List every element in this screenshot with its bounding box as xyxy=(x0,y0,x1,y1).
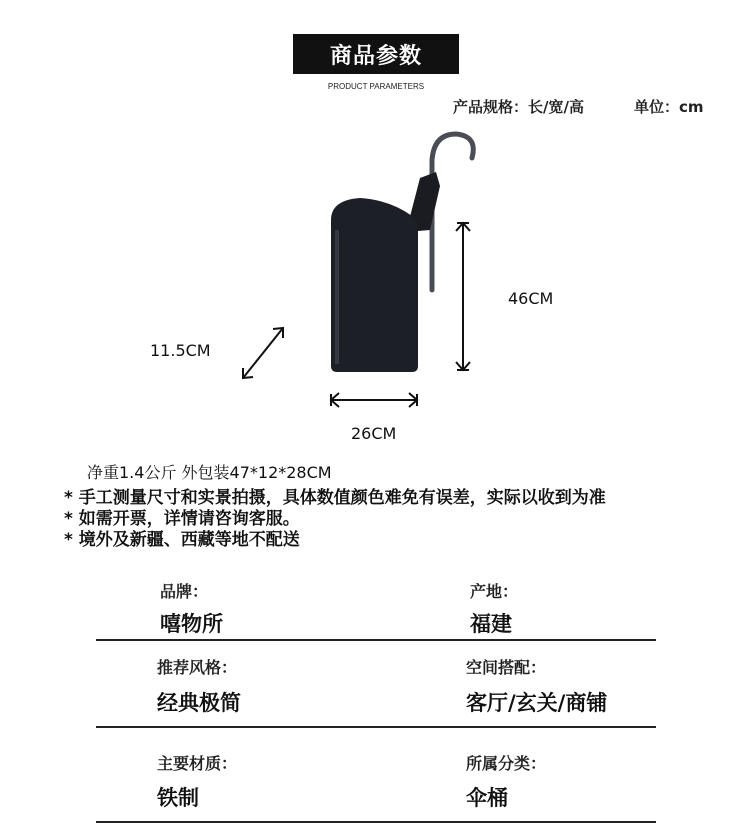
height-dimension-label: 46CM xyxy=(508,289,554,308)
note-item: * 如需开票，详情请咨询客服。 xyxy=(64,509,300,529)
depth-dimension-label: 11.5CM xyxy=(150,341,211,360)
umbrella-handle xyxy=(432,134,473,290)
width-arrow xyxy=(331,393,417,407)
width-dimension-label: 26CM xyxy=(351,424,397,443)
param-value-category: 伞桶 xyxy=(466,786,508,810)
section-subtitle: PRODUCT PARAMETERS xyxy=(327,82,425,91)
param-value-brand: 嘻物所 xyxy=(160,612,223,636)
param-label-category: 所属分类： xyxy=(466,754,547,773)
param-value-material: 铁制 xyxy=(157,786,199,810)
note-item: * 境外及新疆、西藏等地不配送 xyxy=(64,530,300,550)
spec-label: 产品规格：长/宽/高 xyxy=(453,98,584,116)
param-label-brand: 品牌： xyxy=(160,582,209,601)
param-label-material: 主要材质： xyxy=(157,754,238,773)
param-label-style: 推荐风格： xyxy=(157,658,238,677)
height-arrow xyxy=(456,223,470,370)
row-divider xyxy=(96,821,656,823)
param-value-style: 经典极简 xyxy=(157,691,241,715)
row-divider xyxy=(96,726,656,728)
param-label-space: 空间搭配： xyxy=(466,658,547,677)
note-item: * 手工测量尺寸和实景拍摄，具体数值颜色难免有误差，实际以收到为准 xyxy=(64,488,606,508)
param-value-origin: 福建 xyxy=(470,612,512,636)
row-divider xyxy=(96,639,656,641)
umbrella-stand-body xyxy=(331,198,418,372)
product-illustration xyxy=(0,120,750,420)
notes-list xyxy=(64,488,606,551)
param-label-origin: 产地： xyxy=(470,582,519,601)
unit-label: 单位：cm xyxy=(634,98,704,116)
weight-line: 净重1.4公斤 外包装47*12*28CM xyxy=(87,463,332,482)
section-title: 商品参数 xyxy=(293,34,459,74)
param-value-space: 客厅/玄关/商铺 xyxy=(466,691,608,715)
depth-arrow xyxy=(243,328,283,378)
